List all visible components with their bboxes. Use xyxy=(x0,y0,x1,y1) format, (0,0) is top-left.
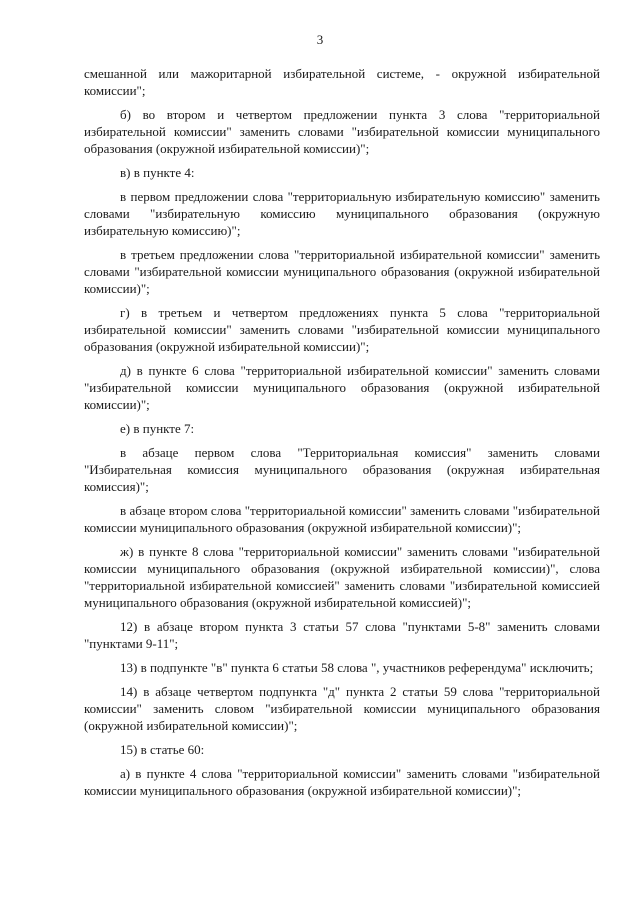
paragraph: в абзаце втором слова "территориальной комиссии" заменить словами "избирательной комиссии муниципального образования (окружной избирательной комиссии)"; xyxy=(84,503,600,535)
paragraph: б) во втором и четвертом предложении пункта 3 слова "территориальной избирательной комиссии" заменить словами "избирательной комиссии муниципального образования (окружной избирательной комиссии)"; xyxy=(84,107,600,156)
paragraph: смешанной или мажоритарной избирательной системе, - окружной избирательной комиссии"; xyxy=(84,66,600,98)
paragraph: в абзаце первом слова "Территориальная комиссия" заменить словами "Избирательная комиссия муниципального образования (окружная избирательная комиссия)"; xyxy=(84,445,600,494)
paragraph: 12) в абзаце втором пункта 3 статьи 57 слова "пунктами 5-8" заменить словами "пунктами 9-11"; xyxy=(84,619,600,651)
paragraph: в первом предложении слова "территориальную избирательную комиссию" заменить словами "избирательную комиссию муниципального образования (окружную избирательную комиссию)"; xyxy=(84,189,600,238)
paragraph: а) в пункте 4 слова "территориальной комиссии" заменить словами "избирательной комиссии муниципального образования (окружной избирательной комиссии)"; xyxy=(84,766,600,798)
paragraph: в третьем предложении слова "территориальной избирательной комиссии" заменить словами "избирательной комиссии муниципального образования (окружной избирательной комиссии)"; xyxy=(84,247,600,296)
paragraph: г) в третьем и четвертом предложениях пункта 5 слова "территориальной избирательной комиссии" заменить словами "избирательной комиссии муниципального образования (окружной избирательной комиссии)"; xyxy=(84,305,600,354)
paragraph: 15) в статье 60: xyxy=(120,742,205,757)
paragraph: е) в пункте 7: xyxy=(120,421,195,436)
page-number: 3 xyxy=(316,32,324,47)
document-body xyxy=(84,65,600,806)
paragraph: в) в пункте 4: xyxy=(120,165,195,180)
paragraph: 14) в абзаце четвертом подпункта "д" пункта 2 статьи 59 слова "территориальной комиссии" заменить словом "избирательной комиссии муниципального образования (окружной избирательной комиссии)"; xyxy=(84,684,600,733)
paragraph: д) в пункте 6 слова "территориальной избирательной комиссии" заменить словами "избирательной комиссии муниципального образования (окружной избирательной комиссии)"; xyxy=(84,363,600,412)
paragraph: 13) в подпункте "в" пункта 6 статьи 58 слова ", участников референдума" исключить; xyxy=(120,660,594,675)
paragraph: ж) в пункте 8 слова "территориальной комиссии" заменить словами "избирательной комиссии муниципального образования (окружной избирательной комиссии)", слова "территориальной избирательной комиссией" заменить словами "избирательной комиссией муниципального образования (окружной избирательной комиссией)"; xyxy=(84,544,600,610)
